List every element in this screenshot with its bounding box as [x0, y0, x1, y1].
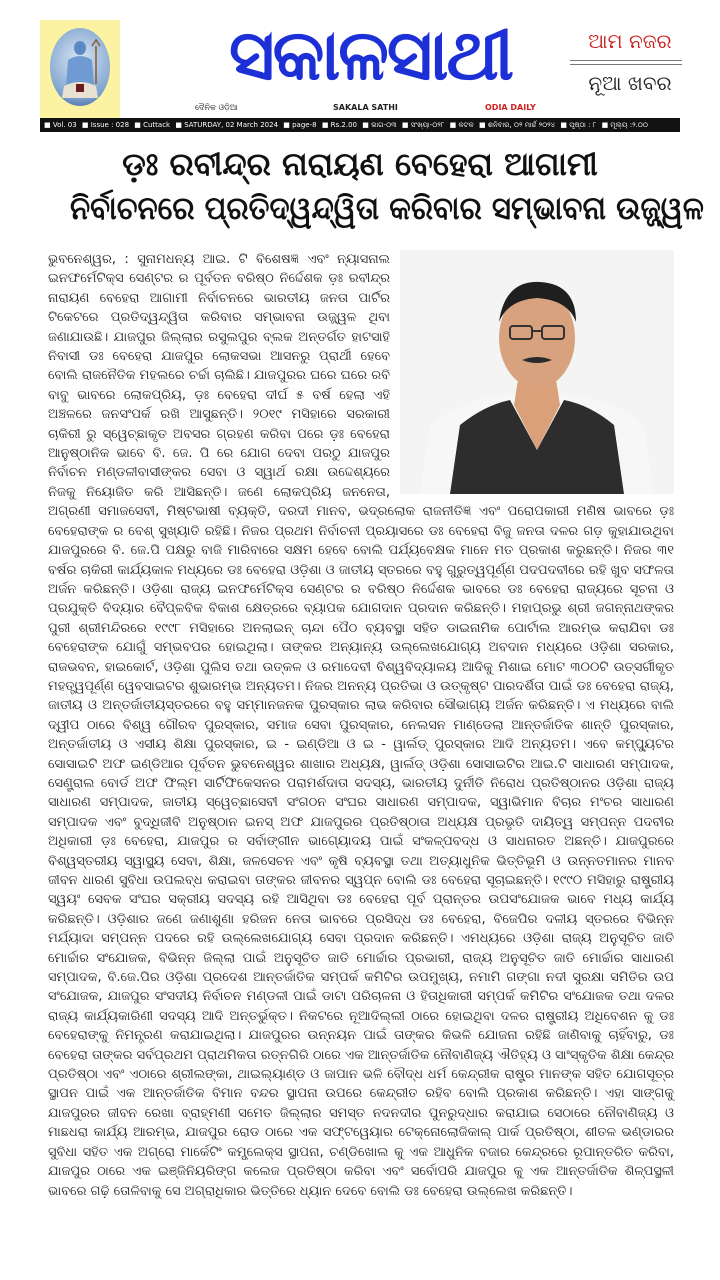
article-body [48, 250, 674, 1201]
strip-items [44, 118, 651, 132]
issue-info-strip [40, 118, 680, 132]
article-paragraph: ନିଜର ୩୧ ବର୍ଷର ଚାକିରୀ କାର୍ଯ୍ୟକାଳ ମଧ୍ୟରେ ଡଃ ବେହେରା ଓଡ଼ିଶା ଓ ଜାତୀୟ ସ୍ତରରେ ବହୁ ଗୁରୁତ୍ୱପୂର୍ଣ୍ଣ ପଦପଦବୀରେ ରହି ଖୁବ ସଫଳତା ଅର୍ଜନ କରିଛନ୍ତି। ଓଡ଼ିଶା ରାଜ୍ୟ ଇନଫର୍ମେଟିକ୍ସ ସେଣ୍ଟର ର ବରିଷ୍ଠ ନିର୍ଦ୍ଦେଶକ ଭାବରେ ଡଃ ବେହେରା ରାଜ୍ୟରେ ସୂଚନା ଓ ପ୍ରଯୁକ୍ତି ବିଦ୍ୟାର ବୈପ୍ଳବିକ ବିକାଶ କ୍ଷେତ୍ରରେ ବ୍ୟାପକ ଯୋଗଦାନ ପ୍ରଦାନ କରିଛନ୍ତି। ମହାପ୍ରଭୁ ଶ୍ରୀ ଜଗନ୍ନାଥଙ୍କର ପୁରୀ ଶ୍ରୀମନ୍ଦିରରେ ୧୯୯୮ ମସିହାରେ ଅନଲାଇନ୍ ଚାନ୍ଦା ପୈଠ ବ୍ୟବସ୍ଥା ସହିତ ଡାଇନାମିକ ପୋର୍ଟାଲ ଆରମ୍ଭ କରାଯିବା ଡଃ ବେହେରାଙ୍କ ଯୋଗୁଁ ସମ୍ଭବପର ହୋଇଥିଲା। ତାଙ୍କର ଅନ୍ୟାନ୍ୟ ଉଲ୍ଲେଖଯୋଗ୍ୟ ଅବଦାନ ମଧ୍ୟରେ ଓଡ଼ିଶା ସରକାର, ରାଜଭବନ, ହାଇକୋର୍ଟ, ଓଡ଼ିଶା ପୁଲିସ ତଥା ଉତ୍କଳ ଓ ରମାଦେବୀ ବିଶ୍ୱବିଦ୍ୟାଳୟ ଆଦିକୁ ମିଶାଇ ମୋଟ ୩୦୦ଟି ଉତ୍ସର୍ଗୀକୃତ ମହତ୍ତ୍ୱପୂର୍ଣ୍ଣ ୱେବସାଇଟର ଶୁଭାରମ୍ଭ ଅନ୍ୟତମ। ନିଜର ଅନନ୍ୟ ପ୍ରତିଭା ଓ ଉତ୍କୃଷ୍ଟ ପାରଦର୍ଶିତା ପାଇଁ ଡଃ ବେହେରା ରାଜ୍ୟ, ଜାତୀୟ ଓ ଅନ୍ତର୍ଜାତୀୟସ୍ତରରେ ବହୁ ସମ୍ମାନଜନକ ପୁରସ୍କାର ଲାଭ କରିବାର ସୌଭାଗ୍ୟ ଅର୍ଜନ କରିଛନ୍ତି। ଏ ମଧ୍ୟରେ ବାଲି ଦ୍ୱୀପ ଠାରେ ବିଶ୍ୱ ଗୌରବ ପୁରସ୍କାର, ସମାଜ ସେବା ପୁରସ୍କାର, ନେଲସନ ମାଣ୍ଡେଲା ଆନ୍ତର୍ଜାତିକ ଶାନ୍ତି ପୁରସ୍କାର, ଅନ୍ତର୍ଜାତୀୟ ଓ ଏସୀୟ ଶିକ୍ଷା ପୁରସ୍କାର, ଇ - ଇଣ୍ଡିଆ ଓ ଇ - ୱାର୍ଲଡ୍ ପୁରସ୍କାର ଆଦି ଅନ୍ୟତମ। [48, 543, 674, 753]
strip-item: ■ ମୂଲ୍ୟ :୨.୦୦ [601, 121, 648, 129]
masthead-subtitle-daily: ODIA DAILY [485, 103, 536, 112]
headline-line-2-box [40, 186, 704, 230]
shiva-logo-icon [50, 28, 110, 106]
strip-item: ■ କଟକ [449, 121, 474, 129]
masthead-subtitle-english: SAKALA SATHI [333, 103, 398, 112]
masthead-subtitle-odia: ଦୈନିକ ଓଡ଼ିଆ [195, 103, 238, 112]
strip-item: ■ Vol. 03 [44, 121, 77, 129]
article-headline [40, 142, 704, 230]
tagline-divider [570, 60, 682, 61]
article-paragraph: ଏମଧ୍ୟରେ ଓଡ଼ିଶା ରାଜ୍ୟ ଅନୁସୂଚିତ ଜାତି ମୋର୍ଚ୍ଚାର ସଂଯୋଜକ, ବିଭିନ୍ନ ଜିଲ୍ଲା ପାଇଁ ଅନୁସୂଚିତ ଜାତି ମୋର୍ଚ୍ଚାର ପ୍ରଭାରୀ, ରାଜ୍ୟ ଅନୁସୂଚିତ ଜାତି ମୋର୍ଚ୍ଚାର ସାଧାରଣ ସମ୍ପାଦକ, ବି.ଜେ.ପିର ଓଡ଼ିଶା ପ୍ରଦେଶ ଆନ୍ତର୍ଜାତିକ ସମ୍ପର୍କ କମିଟିର ଉପମୁଖ୍ୟ, ନମାମି ଗଙ୍ଗା ନଦୀ ସୁରକ୍ଷା ସମିତିର ଉପ ସଂଯୋଜକ, ଯାଜପୁର ସଂସଦୀୟ ନିର୍ବାଚନ ମଣ୍ଡଳୀ ପାଇଁ ଡାଟା ପରିଚାଳନା ଓ ହିତାଧିକାରୀ ସମ୍ପର୍କ କମିଟିର ସଂଯୋଜକ ତଥା ଦଳର ରାଜ୍ୟ କାର୍ଯ୍ୟକାରିଣୀ ସଦସ୍ୟ ଆଦି ଅନ୍ତର୍ଭୁକ୍ତ। ନିକଟରେ ନୂଆଦିଲ୍ଲୀ ଠାରେ ହୋଇଥିବା ଦଳର ରାଷ୍ଟ୍ରୀୟ ଅଧିବେଶନ କୁ ଡଃ ବେହେରାଙ୍କୁ ନିମନ୍ତ୍ରଣ କରାଯାଇଥିଲା। ଯାଜପୁରର ଉନ୍ନୟନ ପାଇଁ ତାଙ୍କର କିଭଳି ଯୋଜନା ରହିଛି ଜାଣିବାକୁ ଚାହିଁବାରୁ, ଡଃ ବେହେରା ତାଙ୍କର ସର୍ବପ୍ରଥମ ପ୍ରାଥମିକତା ରତ୍ନଗିରି ଠାରେ ଏକ ଆନ୍ତର୍ଜାତିକ ନୌବାଣିଜ୍ୟ ଐତିହ୍ୟ ଓ ସାଂସ୍କୃତିକ ଶିକ୍ଷା କେନ୍ଦ୍ର ପ୍ରତିଷ୍ଠା ଏବଂ ଏଠାରେ ଶ୍ରୀଲଙ୍କା, ଥାଇଲ୍ୟାଣ୍ଡ ଓ ଜାପାନ ଭଳି ବୌଦ୍ଧ ଧର୍ମ କେନ୍ଦ୍ରୀକ ରାଷ୍ଟ୍ର ମାନଙ୍କ ସହିତ ଯୋଗସୂତ୍ର ସ୍ଥାପନ ପାଇଁ ଏକ ଆନ୍ତର୍ଜାତିକ ବିମାନ ବନ୍ଦର ସ୍ଥାପନା ଉପରେ କେନ୍ଦ୍ରୀତ ରହିବ ବୋଲି ପ୍ରକାଶ କରିଛନ୍ତି। [48, 931, 674, 1102]
article-paragraph: ଏବେ କମ୍ପ୍ୟୁଟର ସୋସାଇଟି ଅଫ ଇଣ୍ଡିଆର ପୂର୍ବତନ ଭୁବନେଶ୍ୱର ଶାଖାର ଅଧ୍ୟକ୍ଷ, ୱାର୍ଲଡ୍ ଓଡ଼ିଶା ସୋସାଇଟିର ଆଇ.ଟି ସାଧାରଣ ସମ୍ପାଦକ, ସେଣ୍ଟ୍ରାଲ ବୋର୍ଡ ଅଫ ଫିଲ୍ମ ସାର୍ଟିଫିକେସନର ପରାମର୍ଶଦାତା ସଦସ୍ୟ, ଭାରତୀୟ ଦୁର୍ନୀତି ନିରୋଧ ପ୍ରତିଷ୍ଠାନର ଓଡ଼ିଶା ରାଜ୍ୟ ସାଧାରଣ ସମ୍ପାଦକ, ଜାତୀୟ ସ୍ୱେଚ୍ଛାସେବୀ ସଂଗଠନ ସଂଘର ସାଧାରଣ ସମ୍ପାଦକ, ସ୍ୱାଭିମାନ ବିଚାର ମଂଚର ସାଧାରଣ ସମ୍ପାଦକ ଏବଂ ବୁଦ୍ଧିଜୀବି ଅନୁଷ୍ଠାନ ଇନସ୍ ଅଫ ଯାଜପୁରର ପ୍ରତିଷ୍ଠାତା ଅଧ୍ୟକ୍ଷ ପ୍ରଭୃତି ଦାୟିତ୍ୱ ସମ୍ପନ୍ନ ପଦବୀର ଅଧିକାରୀ ଡ଼ଃ ବେହେରା, ଯାଜପୁର ର ସର୍ବାଙ୍ଗୀନ ଭାଗ୍ୟୋଦୟ ପାଇଁ ସଂକଳ୍ପବଦ୍ଧ ଓ ସାଧନାରତ ଅଛନ୍ତି। ଯାଜପୁରରେ ବିଶ୍ୱସ୍ତରୀୟ ସ୍ୱାସ୍ଥ୍ୟ ସେବା, ଶିକ୍ଷା, ଜଳସେଚନ ଏବଂ କୃଷି ବ୍ୟବସ୍ଥା ତଥା ଅତ୍ୟାଧୁନିକ ଭିତ୍ତିଭୂମି ଓ ଉନ୍ନତମାନର ମାନବ ଜୀବନ ଧାରଣ ସୁବିଧା ଉପଲବ୍ଧ କରାଇବା ତାଙ୍କର ଜୀବନର ସ୍ୱପ୍ନ ବୋଲି ଡଃ ବେହେରା ସୂଚାଇଛନ୍ତି। ୧୯୯୦ ମସିହାରୁ ରାଷ୍ଟ୍ରୀୟ ସ୍ୱୟଂ ସେବକ ସଂଘର ସକ୍ରୀୟ ସଦସ୍ୟ ରହି ଆସିଥିବା ଡଃ ବେହେରା ପୂର୍ବ ପ୍ରାନ୍ତର ଉପସଂଯୋଜକ ଭାବେ ମଧ୍ୟ କାର୍ଯ୍ୟ କରିଛନ୍ତି। ଓଡ଼ିଶାର ଜଣେ ଜଣାଶୁଣା ହରିଜନ ନେତା ଭାବରେ ପ୍ରସିଦ୍ଧ ଡଃ ବେହେରା, ବିଜେପିର ଦଳୀୟ ସ୍ତରରେ ବିଭିନ୍ନ ମର୍ଯ୍ୟାଦା ସମ୍ପନ୍ନ ପଦରେ ରହି ଉଲ୍ଲେଖଯୋଗ୍ୟ ସେବା ପ୍ରଦାନ କରିଛନ୍ତି। [48, 737, 675, 947]
shiva-logo [40, 20, 120, 118]
tagline-top-box [575, 28, 685, 54]
tagline-bottom: ନୂଆ ଖବର [588, 71, 672, 95]
article-paragraph: ଭୁବନେଶ୍ୱର, : ସୁନାମଧନ୍ୟ ଆଇ. ଟି ବିଶେଷଜ୍ଞ ଏବଂ ନ୍ୟାସନାଲ ଇନଫର୍ମେଟିକ୍ସ ସେଣ୍ଟର ର ପୂର୍ବତନ ବରିଷ୍ଠ ନିର୍ଦ୍ଦେଶକ ଡ଼ଃ ରବୀନ୍ଦ୍ର ନାରାୟଣ ବେହେରା ଆଗାମୀ ନିର୍ବାଚନରେ ଭାରତୀୟ ଜନତା ପାର୍ଟିର ଟିକେଟରେ ପ୍ରତିଦ୍ୱନ୍ଦ୍ୱିତା କରିବାର ସମ୍ଭାବନା ଉଜ୍ଜ୍ୱଳ ଥିବା ଜଣାଯାଉଛି। ଯାଜପୁର ଜିଲ୍ଲାର ରସୁଲପୁର ବ୍ଲକ ଅନ୍ତର୍ଗତ ହାଟସାହି ନିବାସୀ ଡଃ ବେହେରା ଯାଜପୁର ଲୋକସଭା ଆସନରୁ ପ୍ରାର୍ଥୀ ହେବେ ବୋଲି ରାଜନୈତିକ ମହଲରେ ଚର୍ଚ୍ଚା ଚାଲିଛି। ଯାଜପୁରର ଘରେ ଘରେ ରବି ବାବୁ ଭାବରେ ଲୋକପ୍ରିୟ, ଡ଼ଃ ବେହେରା ଦୀର୍ଘ ୫ ବର୍ଷ ହେଲା ଏହି ଅଞ୍ଚଳରେ ଜନସଂପର୍କ ରଖି ଆସୁଛନ୍ତି। ୨୦୧୯ ମସିହାରେ ସରକାରୀ ଚାକିରୀ ରୁ ସ୍ୱେଚ୍ଛାକୃତ ଅବସର ଗ୍ରହଣ କରିବା ପରେ ଡ଼ଃ ବେହେରା ଆନୁଷ୍ଠାନିକ ଭାବେ ବି. ଜେ. ପି ରେ ଯୋଗ ଦେବା ପରଠୁ ଯାଜପୁର ନିର୍ବାଚନ ମଣ୍ଡଳୀବାସୀଙ୍କର ସେବା ଓ ସ୍ୱାର୍ଥ ରକ୍ଷା ଉଦ୍ଦେଶ୍ୟରେ ନିଜକୁ ନିୟୋଜିତ କରି ଆସିଛନ୍ତି। ଜଣେ ଲୋକପ୍ରିୟ ଜନନେତା, ଅଗ୍ରଣୀ ସମାଜସେବୀ, ମିଷ୍ଟଭାଷୀ ବ୍ୟକ୍ତି, ଦରଦୀ ମାନବ, ଭଦ୍ରଲୋକ ରାଜନୀତିଜ୍ଞ ଏବଂ ପରୋପକାରୀ ମଣିଷ ଭାବରେ ଡ଼ଃ ବେହେରାଙ୍କ ର ବେଶ୍ ସୁଖ୍ୟାତି ରହିଛି। ନିଜର ପ୍ରଥମ ନିର୍ବାଚନୀ ପ୍ରୟାସରେ ଡଃ ବେହେରା ବିଜୁ ଜନତା ଦଳର ଗଡ଼ କୁହାଯାଉଥିବା ଯାଜପୁରରେ ବି. ଜେ.ପି ପକ୍ଷରୁ ବାଜି ମାରିବାରେ ସକ୍ଷମ ହେବେ ବୋଲି ପର୍ଯ୍ୟବେକ୍ଷକ ମାନେ ମତ ପ୍ରକାଶ କରୁଛନ୍ତି। [48, 252, 674, 559]
newspaper-title: ସକାଳସାଥୀ [228, 14, 513, 96]
strip-item: ■ page-8 [283, 121, 317, 129]
tagline-divider [570, 64, 682, 65]
strip-item: ■ Cuttack [134, 121, 171, 129]
masthead-title-box [178, 10, 563, 100]
strip-item: ■ Issue : 028 [81, 121, 130, 129]
tagline-top: ଆମ ନଜର [588, 29, 672, 53]
headline-line-1-box [40, 142, 680, 186]
headline-line-2: ନିର୍ବାଚନରେ ପ୍ରତିଦ୍ୱନ୍ଦ୍ୱିତା କରିବାର ସମ୍ଭାବନା ଉଜ୍ଜ୍ୱଳ [70, 189, 704, 227]
article-photo [400, 250, 674, 494]
tagline-bottom-box [575, 70, 685, 96]
headline-line-1: ଡ଼ଃ ରବୀନ୍ଦ୍ର ନାରାୟଣ ବେହେରା ଆଗାମୀ [122, 145, 598, 183]
strip-item: ■ ଶନିବାର, ୦୨ ମାର୍ଚ୍ଚ ୨୦୨୪ [478, 121, 556, 129]
strip-item: ■ Rs.2.00 [321, 121, 357, 129]
strip-item: ■ ଭାଗ-୦୩ [362, 121, 397, 129]
strip-item: ■ ସଂଖ୍ୟା-୦୨୮ [401, 121, 445, 129]
article-paragraph: ଏହା ସାଙ୍ଗକୁ ଯାଜପୁରର ଜୀବନ ରେଖା ବ୍ରାହ୍ମଣୀ ସମେତ ଜିଲ୍ଲାର ସମସ୍ତ ନଦନଦୀର ପୁନରୁଦ୍ଧାର କରାଯାଇ ସେଠାରେ ନୌବାଣିଜ୍ୟ ଓ ମାଛଧରା କାର୍ଯ୍ୟ ଆରମ୍ଭ, ଯାଜପୁର ରୋଡ ଠାରେ ଏକ ସଫ୍ଟୱେୟାର ଟେକ୍ନୋଲୋଜିକାଲ୍ ପାର୍କ ପ୍ରତିଷ୍ଠା, ଶୀତଳ ଭଣ୍ଡାରର ସୁବିଧା ସହିତ ଏକ ଅଗ୍ରୋ ମାର୍କେଟିଂ କମ୍ପ୍ଲେକ୍ସ ସ୍ଥାପନା, ଚଣ୍ଡିଖୋଲ କୁ ଏକ ଆଧୁନିକ ବଜାର କେନ୍ଦ୍ରରେ ରୂପାନ୍ତରିତ କରିବା, ଯାଜପୁର ଠାରେ ଏକ ଇଞ୍ଜିନିୟରିଙ୍ଗ କଲେଜ ପ୍ରତିଷ୍ଠା କରିବା ଏବଂ ସର୍ବୋପରି ଯାଜପୁର କୁ ଏକ ଆନ୍ତର୍ଜାତିକ ଶିଳ୍ପସ୍ଥଳୀ ଭାବରେ ଗଢ଼ି ତୋଳିବାକୁ ସେ ଅଗ୍ରାଧିକାର ଭିତ୍ତିରେ ଧ୍ୟାନ ଦେବେ ବୋଲି ଡଃ ବେହେରା ଉଲ୍ଲେଖ କରିଛନ୍ତି। [48, 1086, 674, 1199]
strip-item: ■ ପୃଷ୍ଠା : ୮ [560, 121, 597, 129]
strip-item: ■ SATURDAY, 02 March 2024 [175, 121, 279, 129]
person-portrait-icon [400, 250, 674, 494]
